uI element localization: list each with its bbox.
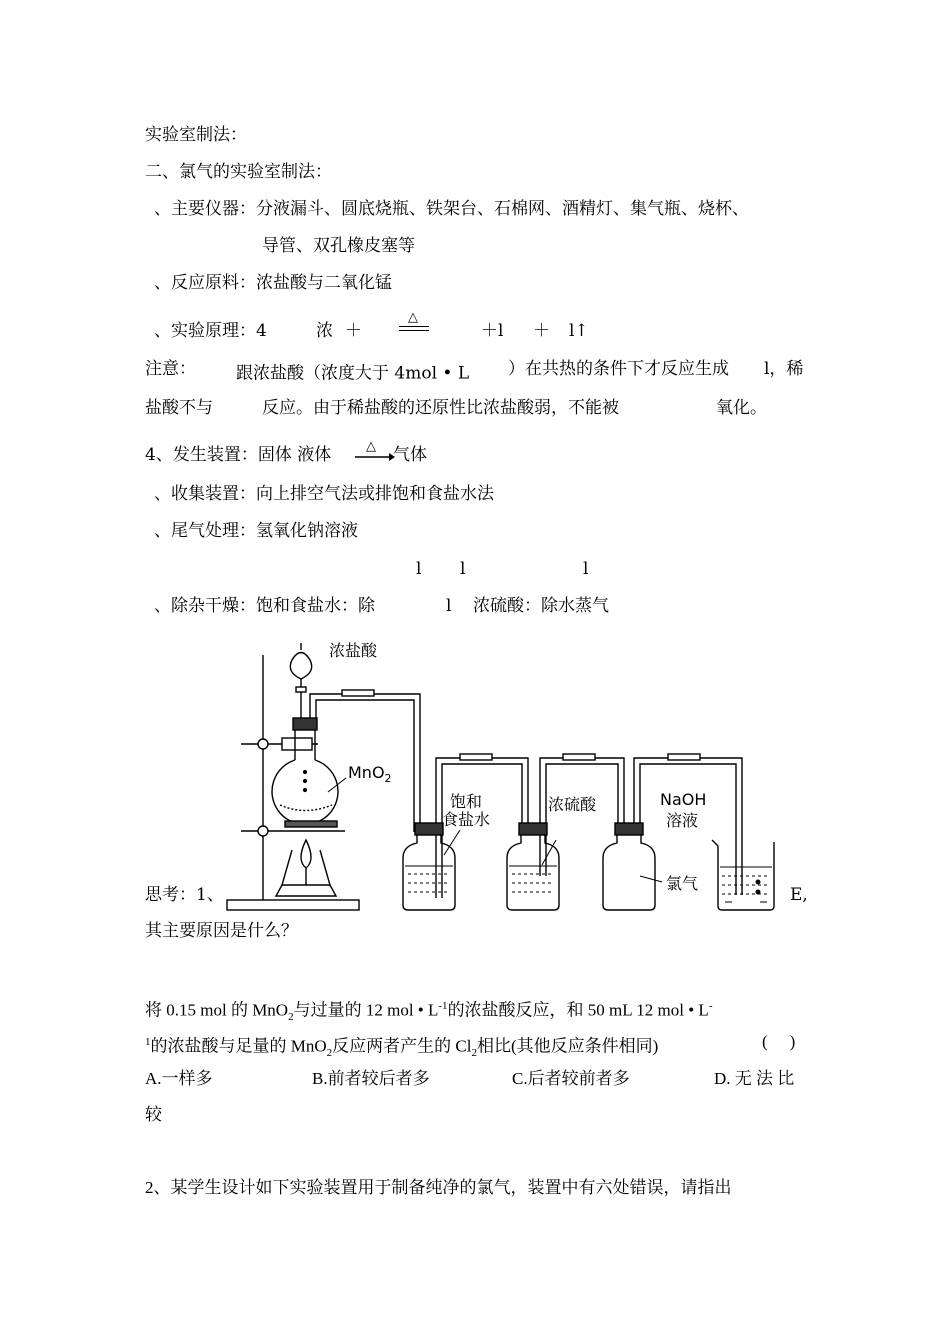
apparatus-label: 4、发生装置：固体 液体 — [145, 445, 332, 465]
label-naoh-1: NaOH — [660, 790, 707, 809]
q1-answer-paren: ( ) — [762, 1032, 796, 1051]
q1-line-1: 将 0.15 mol 的 MnO$_2$与过量的 12 mol • $L^{-1}$的浓盐酸反应，和 50 mL 12 mol • L- — [145, 1000, 713, 1024]
note-line-2b: 反应。由于稀盐酸的还原性比浓盐酸弱，不能被 — [262, 398, 619, 418]
option-a: A.一样多 — [145, 1069, 213, 1088]
note-line-1c: l，稀 — [764, 359, 804, 379]
purify-l-mid: l — [446, 596, 452, 616]
wash-bottle-sulfuric — [507, 823, 559, 910]
think-tail: E, — [790, 885, 808, 905]
round-bottom-flask — [272, 718, 346, 824]
label-h2so4: 浓硫酸 — [548, 795, 597, 814]
asbestos-gauze — [285, 821, 337, 827]
principle-label: 、实验原理：4 — [154, 321, 267, 341]
label-chlorine: 氯气 — [666, 874, 699, 893]
q1-line-2: $^1$的浓盐酸与足量的 MnO$_2$反应两者产生的 $Cl_2$相比(其他反应条件相同) — [145, 1036, 659, 1060]
label-hcl: 浓盐酸 — [329, 641, 378, 660]
instruments-line-1: 、主要仪器：分液漏斗、圆底烧瓶、铁架台、石棉网、酒精灯、集气瓶、烧杯、 — [154, 199, 749, 219]
apparatus-gas: 气体 — [393, 445, 427, 465]
label-naoh-2: 溶液 — [666, 811, 699, 830]
collection-line: 、收集装置：向上排空气法或排饱和食盐水法 — [154, 484, 494, 504]
purify-line: 、除杂干燥：饱和食盐水：除 — [154, 596, 375, 616]
label-brine-2: 食盐水 — [442, 810, 491, 829]
principle-product-2: ＋ — [533, 321, 550, 341]
separatory-funnel — [290, 643, 311, 718]
purify-l-2: l — [460, 559, 466, 579]
principle-product-1: ＋l — [481, 321, 504, 341]
purify-rest: 浓硫酸：除水蒸气 — [473, 596, 609, 616]
label-brine-1: 饱和 — [450, 792, 483, 811]
principle-conc: 浓 — [316, 321, 333, 341]
note-label: 注意： — [145, 359, 196, 379]
instruments-line-2: 导管、双孔橡皮塞等 — [262, 236, 415, 256]
heading-method: 实验室制法： — [145, 125, 247, 145]
wash-bottle-brine — [403, 823, 460, 910]
iron-stand — [227, 655, 359, 910]
think-label: 思考：1、 — [145, 885, 224, 905]
option-b: B.前者较后者多 — [312, 1069, 430, 1088]
tail-gas-line: 、尾气处理：氢氧化钠溶液 — [154, 521, 358, 541]
principle-plus: ＋ — [345, 321, 362, 341]
heat-mark-principle: △ — [408, 310, 418, 325]
note-line-1: 跟浓盐酸（浓度大于 4mol • L — [236, 363, 470, 384]
section-title: 二、氯气的实验室制法： — [145, 162, 332, 182]
heat-mark-apparatus: △ — [366, 439, 376, 454]
question-2: 2、某学生设计如下实验装置用于制备纯净的氯气，装置中有六处错误，请指出 — [145, 1178, 732, 1197]
option-d-wrap: 较 — [145, 1105, 162, 1124]
gas-collecting-bottle — [603, 823, 662, 910]
purify-l-3: l — [583, 559, 589, 579]
materials-line: 、反应原料：浓盐酸与二氧化锰 — [154, 273, 392, 293]
principle-product-3: l↑ — [569, 321, 589, 341]
option-d: D. 无 法 比 — [714, 1069, 795, 1088]
note-line-1b: ）在共热的条件下才反应生成 — [508, 359, 729, 379]
beaker — [712, 840, 774, 910]
think-line-2: 其主要原因是什么？ — [145, 921, 298, 941]
option-c: C.后者较前者多 — [512, 1069, 630, 1088]
note-line-2c: 氧化。 — [716, 398, 767, 418]
note-line-2a: 盐酸不与 — [145, 398, 213, 418]
label-mno2: MnO$_2$ — [348, 763, 392, 785]
alcohol-lamp — [276, 840, 336, 896]
purify-l-1: l — [416, 559, 422, 579]
